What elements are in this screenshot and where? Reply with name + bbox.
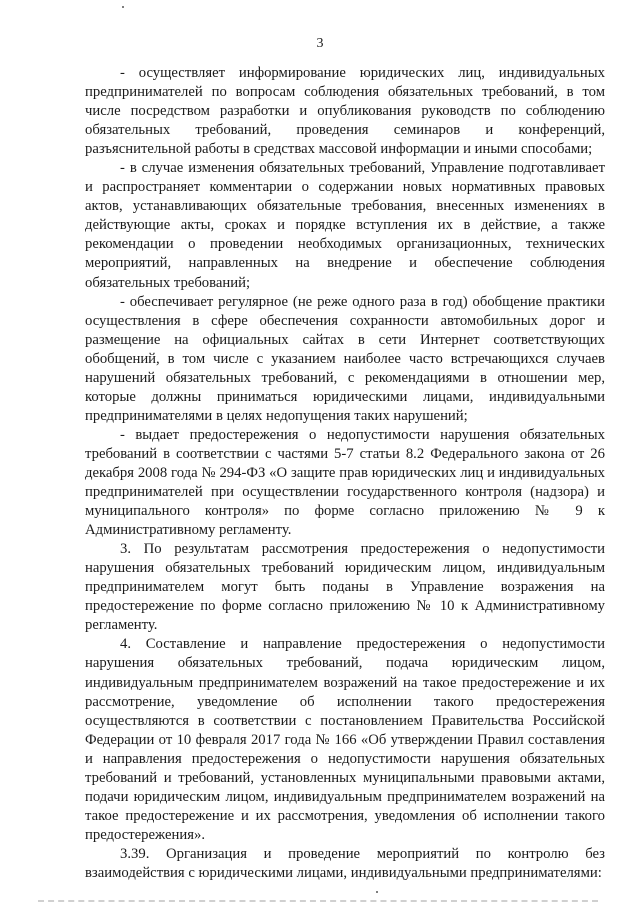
- paragraph-section-3-39: 3.39. Организация и проведение мероприятий по контролю без взаимодействия с юридическими лицами, индивидуальными предпринимателями:: [85, 845, 605, 881]
- scan-speck: [122, 6, 124, 8]
- document-body: [85, 64, 605, 883]
- scan-edge-artifact: [38, 900, 598, 904]
- paragraph-procedure: 4. Составление и направление предостережения о недопустимости нарушения обязательных требований, подача юридическим лицом, индивидуальным предпринимателем возражений на такое предостережение и их рассмотрение, уведомление об исполнении такого предостережения осуществляются в соответствии с постановлением Правительства Российской Федерации от 10 февраля 2017 года № 166 «Об утверждении Правил составления и направления предостережения о недопустимости нарушения обязательных требований и требований, установленных муниципальными правовыми актами, подачи юридическим лицом, индивидуальным предпринимателем возражений на такое предостережение и их рассмотрения, уведомления об исполнении такого предостережения».: [85, 636, 605, 843]
- paragraph-comments-on-changes: - в случае изменения обязательных требований, Управление подготавливает и распространяет комментарии о содержании новых нормативных правовых актов, устанавливающих обязательные требования, внесенных изменениях в действующие акты, сроках и порядке вступления их в действие, а также рекомендации о проведении необходимых организационных, технических мероприятий, направленных на внедрение и обеспечение соблюдения обязательных требований;: [85, 160, 605, 291]
- paragraph-practice-summary: - обеспечивает регулярное (не реже одного раза в год) обобщение практики осуществления в сфере обеспечения сохранности автомобильных дорог и размещение на официальных сайтах в сети Интернет соответствующих обобщений, в том числе с указанием наиболее часто встречающихся случаев нарушений обязательных требований, с рекомендациями в отношении мер, которые должны приниматься юридическими лицами, индивидуальными предпринимателями в целях недопущения таких нарушений;: [85, 293, 605, 424]
- scan-speck: [376, 891, 378, 893]
- page-number: 3: [316, 36, 324, 51]
- paragraph-objections: 3. По результатам рассмотрения предостережения о недопустимости нарушения обязательных требований юридическим лицом, индивидуальным предпринимателем могут быть поданы в Управление возражения на предостережение по форме согласно приложению № 10 к Административному регламенту.: [85, 541, 605, 634]
- paragraph-informing: - осуществляет информирование юридических лиц, индивидуальных предпринимателей по вопросам соблюдения обязательных требований, в том числе посредством разработки и опубликования руководств по соблюдению обязательных требований, проведения семинаров и конференций, разъяснительной работы в средствах массовой информации и иными способами;: [85, 65, 605, 158]
- paragraph-warnings: - выдает предостережения о недопустимости нарушения обязательных требований в соответствии с частями 5-7 статьи 8.2 Федерального закона от 26 декабря 2008 года № 294-ФЗ «О защите прав юридических лиц и индивидуальных предпринимателей при осуществлении государственного контроля (надзора) и муниципального контроля» по форме согласно приложению № 9 к Административному регламенту.: [85, 426, 605, 539]
